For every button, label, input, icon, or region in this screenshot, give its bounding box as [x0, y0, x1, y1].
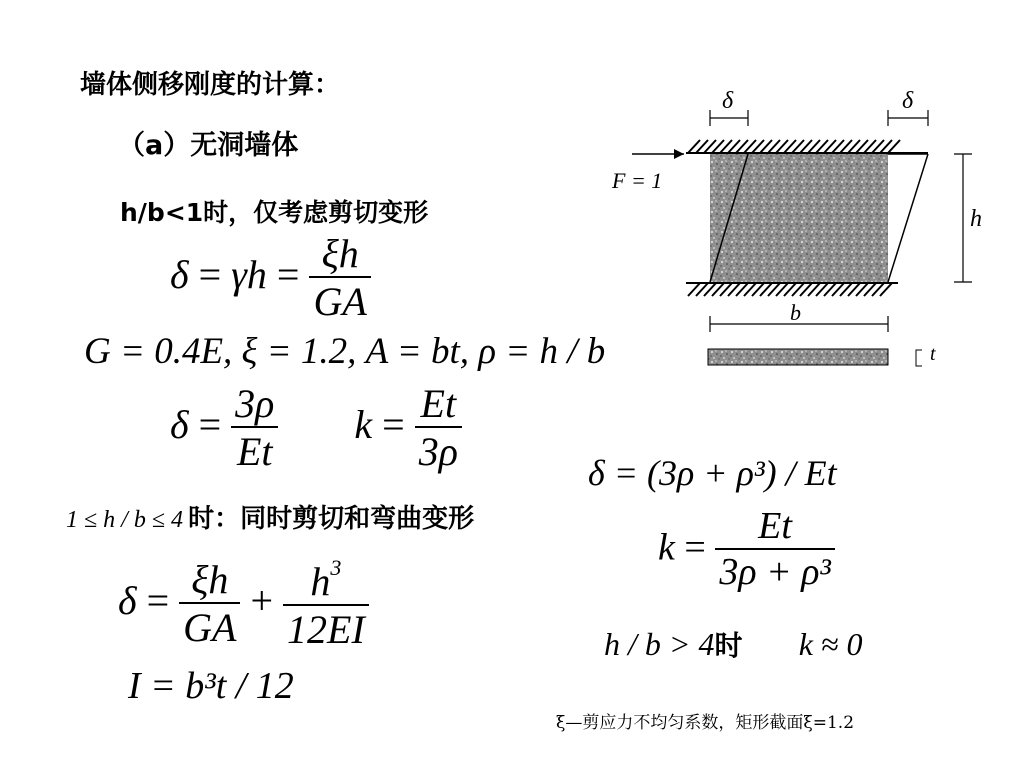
page-title: 墙体侧移刚度的计算：: [80, 70, 341, 100]
eq1-mid: γh: [231, 252, 267, 298]
top-support-hatch: [686, 140, 928, 153]
delta-label-right: δ: [902, 88, 914, 114]
equation-k-combined: k = $\frac{Et}{\text{3ρ + ρ³}}$: [658, 506, 835, 595]
equation-inertia: I = b³t / 12: [128, 665, 294, 707]
right-eq2-lhs: k: [658, 526, 675, 569]
condition3-result: k ≈ 0: [798, 626, 863, 662]
eq2-delta-den: Et: [236, 429, 273, 474]
eq3-t2-exp: 3: [330, 555, 342, 580]
equation-delta-combined-rho: δ = (3ρ + ρ³) / Et: [588, 453, 837, 493]
width-label: b: [790, 300, 801, 325]
wall-plan-section: [708, 349, 888, 365]
force-label: F = 1: [612, 168, 663, 193]
wall-diagram: [600, 80, 1000, 380]
bottom-support-hatch: [686, 283, 898, 296]
condition-shear-bending: [66, 498, 474, 535]
eq1-fraction: [309, 232, 370, 326]
equation-delta-combined: δ = $\frac{\xi h}{GA}$ + $\frac{h^3}{12EI}$: [118, 556, 369, 654]
eq2-k-num: Et: [415, 382, 462, 428]
eq2-k-lhs: k: [354, 402, 373, 448]
delta-label-left: δ: [722, 88, 734, 114]
eq2-delta-fraction: [231, 382, 278, 476]
eq3-t2-den: 12EI: [287, 606, 365, 652]
eq3-t1-num: ξh: [179, 558, 240, 604]
eq1-num: ξh: [309, 232, 370, 278]
equation-delta-shear: δ = γh = $\frac{\xi h}{GA}$: [170, 232, 371, 326]
eq1-den: GA: [313, 279, 367, 324]
eq3-t1-den: GA: [183, 604, 237, 650]
eq3-t2-num: h: [310, 558, 331, 604]
eq2-delta-lhs: δ: [170, 402, 189, 448]
eq3-lhs: δ: [118, 578, 137, 624]
height-label: h: [970, 206, 982, 232]
eq3-term1: [179, 558, 240, 652]
thickness-label: t: [930, 343, 936, 365]
eq1-lhs: δ: [170, 252, 189, 298]
equation-delta-k-shear: δ = $\frac{3\rho}{Et}$ k = $\frac{Et}{3\rho}$: [170, 382, 462, 476]
section-subtitle: （a）无洞墙体: [118, 130, 299, 161]
eq2-k-fraction: [415, 382, 462, 476]
parameter-definitions: G = 0.4E, ξ = 1.2, A = bt, ρ = h / b: [84, 331, 606, 372]
right-eq2-fraction: [715, 506, 835, 595]
force-arrow: [632, 149, 684, 159]
right-eq2-den: 3ρ + ρ³: [719, 550, 831, 593]
condition2-text: 时：同时剪切和弯曲变形: [188, 504, 475, 534]
eq3-term2: [283, 556, 369, 654]
wall-body: [710, 154, 888, 282]
condition-shear-only: h/b<1时，仅考虑剪切变形: [120, 198, 429, 227]
eq2-k-den: 3ρ: [418, 429, 458, 474]
thickness-dimension: [916, 350, 922, 366]
condition3-range: h / b > 4: [604, 626, 715, 662]
footnote: ξ—剪应力不均匀系数，矩形截面ξ=1.2: [556, 713, 855, 733]
condition2-range: 1 ≤ h / b ≤ 4: [66, 507, 184, 533]
condition3-suffix: 时: [714, 629, 743, 662]
condition-bending-only: [604, 624, 862, 664]
right-eq2-num: Et: [715, 506, 835, 550]
eq2-delta-num: 3ρ: [231, 382, 278, 428]
